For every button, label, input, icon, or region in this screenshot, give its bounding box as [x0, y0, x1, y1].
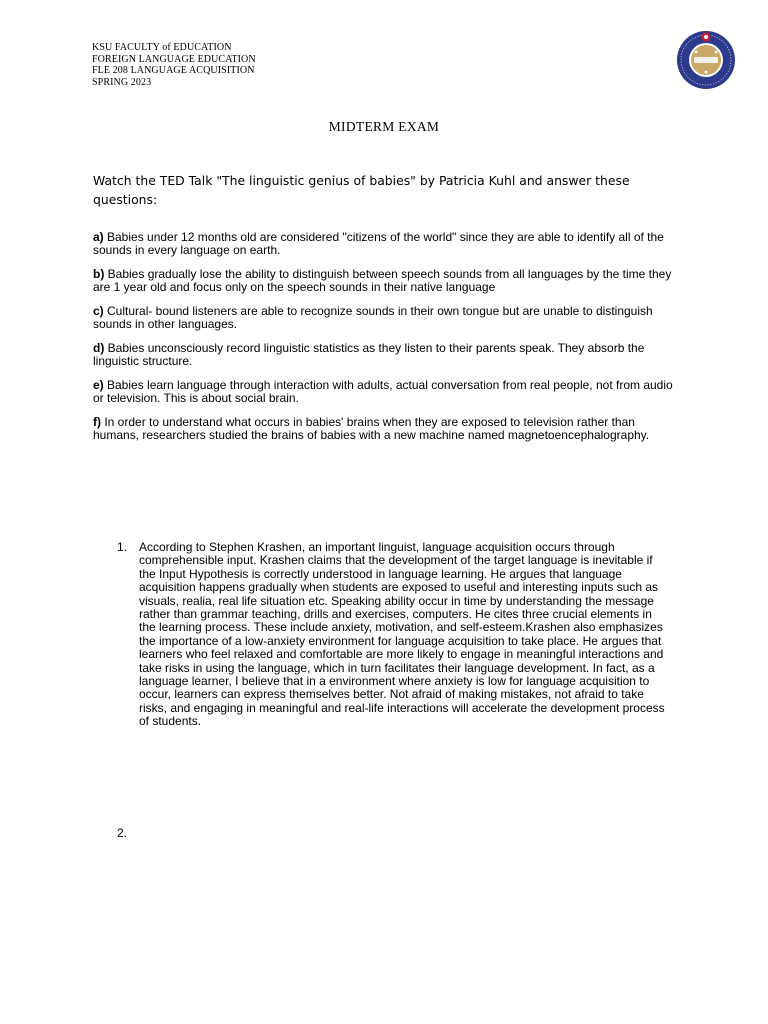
- university-seal-icon: [676, 30, 736, 90]
- page-title: MIDTERM EXAM: [328, 119, 440, 134]
- statement-text: Babies under 12 months old are considered "citizens of the world" since they are able to identify all of the sounds in every language on earth.: [93, 230, 664, 258]
- statement-label: c): [93, 304, 104, 318]
- statement-f: [93, 416, 683, 443]
- header-term: SPRING 2023: [92, 76, 152, 88]
- statement-text: Babies unconsciously record linguistic statistics as they listen to their parents speak. They absorb the linguistic structure.: [93, 341, 645, 369]
- statement-label: f): [93, 415, 101, 429]
- statement-label: e): [93, 378, 104, 392]
- statement-c: [93, 305, 683, 332]
- statement-e: [93, 379, 683, 406]
- statement-b: [93, 268, 683, 295]
- answer-text: According to Stephen Krashen, an important linguist, language acquisition occurs through comprehensible input. Krashen claims that the development of the target language is inevitable if the Input Hypothesis is correctly understood in language learning. He argues that language acquisition happens gradually when students are exposed to useful and interesting inputs such as visuals, realia, real life situation etc. Speaking ability occur in time by understanding the message rather than grammar teaching, drills and exercises, computers. He cites three crucial elements in the learning process. These include anxiety, motivation, and self-esteem.Krashen also emphasizes the importance of a low-anxiety environment for language acquisition to take place. He argues that learners who feel relaxed and comfortable are more likely to engage in meaningful interactions and take risks in using the language, which in turn facilitates their language development. In fact, as a language learner, I believe that in a environment where anxiety is low for language acquisition to occur, learners can express themselves better. Not afraid of making mistakes, not afraid to take risks, and engaging in meaningful and real-life interactions will accelerate the development process of students.: [139, 540, 665, 729]
- header-faculty: KSU FACULTY of EDUCATION: [92, 42, 232, 53]
- statement-text: Babies gradually lose the ability to distinguish between speech sounds from all languages by the time they are 1 year old and focus only on the speech sounds in their native language: [93, 267, 672, 295]
- statement-text: Babies learn language through interaction with adults, actual conversation from real people, not from audio or television. This is about social brain.: [93, 378, 673, 406]
- statement-text: Cultural- bound listeners are able to recognize sounds in their own tongue but are unable to distinguish sounds in other languages.: [93, 304, 653, 332]
- statement-a: [93, 231, 683, 258]
- statement-label: a): [93, 230, 104, 244]
- header-course: FLE 208 LANGUAGE ACQUISITION: [92, 65, 255, 77]
- statement-d: [93, 342, 683, 369]
- answer-number: 1.: [117, 540, 128, 554]
- statement-label: b): [93, 267, 105, 281]
- header-department: FOREIGN LANGUAGE EDUCATION: [92, 53, 256, 65]
- answer-number: 2.: [117, 826, 128, 840]
- statement-label: d): [93, 341, 105, 355]
- course-header: [92, 42, 256, 88]
- statement-text: In order to understand what occurs in babies' brains when they are exposed to television rather than humans, researchers studied the brains of babies with a new machine named magnetoencephalography.: [93, 415, 650, 443]
- exam-instructions: Watch the TED Talk "The linguistic genius of babies" by Patricia Kuhl and answer these questions:: [93, 173, 630, 207]
